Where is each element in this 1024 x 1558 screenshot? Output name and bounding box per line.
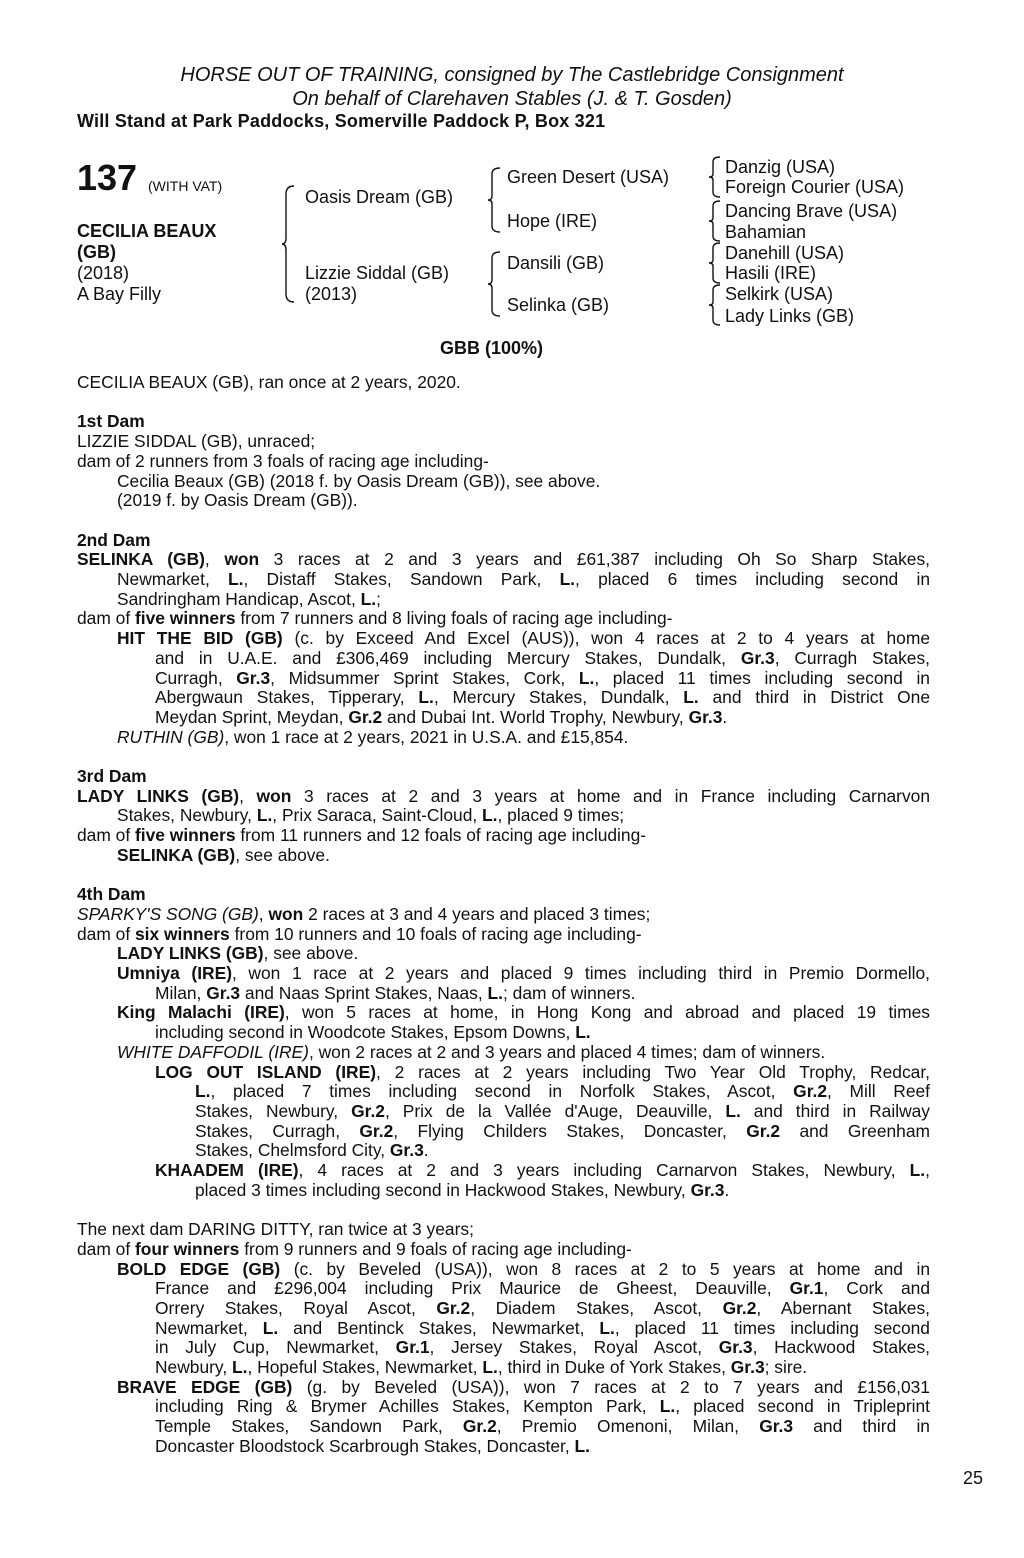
gen3-ancestor: Danzig (USA) [725,157,836,177]
produce-entry [77,944,930,964]
pedigree-brace-icon [488,252,502,316]
text: , Hackwood Stakes, [752,1337,930,1358]
bold-text: Gr.3 [688,706,723,727]
pedigree-brace-icon [708,157,722,197]
bold-text: Gr.3 [718,1337,753,1358]
text: , Diadem Stakes, Ascot, [470,1297,723,1318]
text: , Abernant Stakes, [756,1297,930,1318]
text: 3 races at 2 and 3 years at home and in France including Carnarvon [291,785,930,806]
text: placed 3 times including second in Hackwood Stakes, Newbury, [195,1179,691,1200]
text: , placed 11 times including second in [594,667,930,688]
text: and in U.A.E. and £306,469 including Mercury Stakes, Dundalk, [155,647,741,668]
text-line [77,944,930,964]
text: , placed 6 times including second in [575,569,930,589]
text: dam of [77,1238,135,1259]
pedigree-brace-icon [708,243,722,283]
produce-entry [77,629,930,728]
horse-year: (2018) [77,263,130,283]
italic-text: SPARKY'S SONG (GB) [77,903,259,924]
bold-text: six winners [135,923,230,944]
bold-text: L. [228,569,244,589]
text-line [77,1122,930,1142]
bold-text: five winners [135,608,236,629]
text: and Greenham [780,1120,931,1141]
dam-entry [77,432,930,452]
text: , see above. [263,943,359,964]
produce-entry [77,1378,930,1457]
text: , placed 11 times including second [614,1317,930,1338]
text: LIZZIE SIDDAL (GB), unraced; [77,431,316,452]
text: . [423,1140,429,1161]
italic-text: RUTHIN (GB) [117,726,225,747]
dam-dam: Selinka (GB) [507,295,610,315]
produce-entry [77,1260,930,1378]
dam-entry [77,452,930,472]
text: and third in Railway [740,1100,930,1121]
text: Curragh, [155,667,237,688]
bold-text: Gr.3 [236,667,271,688]
dam-entry [77,787,930,826]
bold-text: L. [683,687,699,708]
bold-text: L. [909,1160,926,1181]
horse-country: (GB) [77,242,116,262]
bold-text: Gr.1 [395,1337,430,1358]
dam-entry [77,373,930,393]
pedigree-section [77,1200,930,1456]
text-line [77,1023,930,1043]
text: Stakes, Chelmsford City, [195,1140,390,1161]
bold-text: Gr.3 [759,1416,794,1437]
text: including second in Woodcote Stakes, Epsom Downs, [155,1022,576,1043]
text-line [77,787,930,807]
text: from 7 runners and 8 living foals of racing age including- [235,608,673,629]
text-line [77,1063,930,1083]
bold-text: Gr.3 [389,1140,424,1161]
bold-text: Gr.2 [746,1120,781,1141]
text-line [77,1181,930,1201]
text: 3 races at 2 and 3 years and £61,387 including Oh So Sharp Stakes, [259,549,930,570]
text: , [258,903,269,924]
text-line [77,1299,930,1319]
text-line [77,826,930,846]
bold-text: Gr.2 [722,1297,757,1318]
text: . [724,1179,730,1200]
bold-text: Gr.2 [793,1081,828,1102]
text: from 11 runners and 12 foals of racing age including- [235,825,647,846]
bold-text: LADY LINKS (GB) [77,785,240,806]
text: dam of [77,825,135,846]
text: Milan, [155,982,207,1003]
header-consignor-line: HORSE OUT OF TRAINING, consigned by The Castlebridge Consignment [180,64,844,86]
text-line [77,1279,930,1299]
grand-produce-entry [77,1063,930,1162]
bold-text: KHAADEM (IRE) [155,1160,299,1181]
bold-text: L. [559,569,576,589]
text-line [77,432,930,452]
text-line [77,846,930,866]
text: (c. by Exceed And Excel (AUS)), won 4 races at 2 to 4 years at home [282,628,930,649]
text-line [77,964,930,984]
text: The next dam DARING DITTY, ran twice at 3 years; [77,1219,474,1240]
gen3-ancestor: Bahamian [725,222,807,242]
text: , Prix Saraca, Saint-Cloud, [272,805,483,826]
text: 2 races at 3 and 4 years and placed 3 times; [303,903,651,924]
text-line [77,373,930,393]
gen3-ancestor: Selkirk (USA) [725,284,834,304]
produce-entry [77,472,930,492]
text: Temple Stakes, Sandown Park, [155,1416,463,1437]
dam-entry [77,1220,930,1240]
text: CECILIA BEAUX (GB), ran once at 2 years, 2020. [77,372,461,392]
bold-text: won [268,903,304,924]
bold-text: Gr.3 [730,1357,765,1378]
pedigree-rating: GBB (100%) [440,338,544,358]
text-line [77,1220,930,1240]
gen3-ancestor: Danehill (USA) [725,243,845,263]
text-line [77,609,930,629]
text-line [77,1437,930,1457]
bold-text: Umniya (IRE) [117,963,232,984]
pedigree-section [77,747,930,865]
text: , Flying Childers Stakes, Doncaster, [393,1120,747,1141]
text: (2019 f. by Oasis Dream (GB)). [117,490,358,511]
dam-entry [77,1240,930,1260]
bold-text: L. [360,588,377,609]
bold-text: won [224,549,260,570]
text: , see above. [235,844,330,865]
dam-entry [77,925,930,945]
dam-entry [77,550,930,609]
text-line [77,452,930,472]
dam-entry [77,826,930,846]
bold-text: Gr.2 [351,1100,385,1121]
text-line [77,1043,930,1063]
text-line [77,472,930,492]
bold-text: HIT THE BID (GB) [117,628,283,649]
text: dam of [77,608,135,629]
text: , placed 7 times including second in Norfolk Stakes, Ascot, [210,1081,794,1102]
bold-text: five winners [135,825,236,846]
text-line [77,629,930,649]
text-line [77,1161,930,1181]
text-line [77,806,930,826]
text-line [77,728,930,748]
text-line [77,708,930,728]
text: from 10 runners and 10 foals of racing age including- [229,923,642,944]
pedigree-section [77,866,930,1201]
produce-entry [77,1043,930,1063]
header-location: Will Stand at Park Paddocks, Somerville Paddock P, Box 321 [77,111,606,131]
header-behalf-line: On behalf of Clarehaven Stables (J. & T. Gosden) [292,88,732,110]
section-heading: 4th Dam [77,884,146,905]
text-line [77,1378,930,1398]
bold-text: L. [256,805,273,826]
text-line [77,669,930,689]
bold-text: L. [725,1100,741,1121]
text: including Ring & Brymer Achilles Stakes, Kempton Park, [155,1396,660,1417]
bold-text: Gr.1 [789,1278,824,1299]
text-line [77,590,930,610]
text-line [77,984,930,1004]
pedigree-section [77,393,930,511]
bold-text: Gr.3 [740,647,775,668]
text: and Dubai Int. World Trophy, Newbury, [382,706,689,727]
bold-text: Gr.3 [206,982,241,1003]
text-line [77,925,930,945]
bold-text: L. [578,667,595,688]
bold-text: L. [195,1081,211,1102]
vat-label: (WITH VAT) [148,178,223,194]
text: . [722,706,728,727]
text-line [77,1141,930,1161]
gen3-ancestor: Dancing Brave (USA) [725,201,898,221]
text-line [77,1240,930,1260]
sire: Oasis Dream (GB) [305,187,454,207]
text-line [77,1319,930,1339]
text: and Naas Sprint Stakes, Naas, [240,982,488,1003]
text: Cecilia Beaux (GB) (2018 f. by Oasis Dream (GB)), see above. [117,470,601,491]
bold-text: Gr.2 [359,1120,394,1141]
bold-text: Gr.2 [462,1416,497,1437]
text: , [239,785,257,806]
text: , won 5 races at home, in Hong Kong and abroad and placed 19 times [284,1002,930,1023]
bold-text: L. [575,1022,591,1043]
bold-text: L. [574,1435,590,1456]
text: Orrery Stakes, Royal Ascot, [155,1297,437,1318]
horse-description: A Bay Filly [77,284,162,304]
text: and third in District One [698,687,930,708]
sire-dam: Hope (IRE) [507,211,598,231]
text: Newmarket, [117,569,229,589]
text-line [77,688,930,708]
bold-text: L. [659,1396,676,1417]
text: , placed 9 times; [497,805,625,826]
pedigree-section [77,373,930,393]
gen3-ancestor: Lady Links (GB) [725,306,855,326]
text-line [77,1397,930,1417]
text-line [77,1358,930,1378]
text-line [77,649,930,669]
section-heading: 1st Dam [77,411,145,432]
page-number: 25 [963,1468,984,1488]
bold-text: won [256,785,292,806]
text: dam of [77,923,135,944]
gen3-ancestor: Hasili (IRE) [725,263,817,283]
bold-text: Gr.3 [690,1179,725,1200]
text: , Curragh Stakes, [774,647,930,668]
text: France and £296,004 including Prix Maurice de Gheest, Deauville, [155,1278,790,1299]
text: ; sire. [764,1357,808,1378]
text: , Prix de la Vallée d'Auge, Deauville, [384,1100,726,1121]
text: , Jersey Stakes, Royal Ascot, [429,1337,719,1358]
text: , Distaff Stakes, Sandown Park, [243,569,560,589]
text: Sandringham Handicap, Ascot, [117,588,361,609]
text: , 4 races at 2 and 3 years including Carnarvon Stakes, Newbury, [298,1160,910,1181]
bold-text: LADY LINKS (GB) [117,943,264,964]
text: , Cork and [823,1278,931,1299]
text: Meydan Sprint, Meydan, [155,706,349,727]
text: , won 2 races at 2 and 3 years and placed 4 times; dam of winners. [308,1041,826,1062]
pedigree-brace-icon [708,201,722,241]
text: , won 1 race at 2 years and placed 9 times including third in Premio Dormello, [232,963,930,984]
text-line [77,1082,930,1102]
text-line [77,1417,930,1437]
bold-text: LOG OUT ISLAND (IRE) [155,1061,377,1082]
text-line [77,570,930,590]
bold-text: L. [262,1317,279,1338]
text: dam of 2 runners from 3 foals of racing age including- [77,450,489,471]
text: in July Cup, Newmarket, [155,1337,396,1358]
produce-entry [77,1003,930,1042]
section-heading: 3rd Dam [77,766,147,787]
text: , Midsummer Sprint Stakes, Cork, [270,667,579,688]
text: (c. by Beveled (USA)), won 8 races at 2 to 5 years at home and in [280,1258,930,1279]
dam-entry [77,905,930,925]
text: , Hopeful Stakes, Newmarket, [247,1357,483,1378]
text: , [925,1160,930,1181]
italic-text: WHITE DAFFODIL (IRE) [117,1041,309,1062]
dam-year: (2013) [305,284,358,304]
text: Stakes, Newbury, [117,805,257,826]
text: , placed second in Tripleprint [675,1396,931,1417]
bold-text: L. [232,1357,248,1378]
dam: Lizzie Siddal (GB) [305,263,450,283]
text-line [77,550,930,570]
bold-text: SELINKA (GB) [117,844,236,865]
dam-entry [77,609,930,629]
bold-text: Gr.2 [436,1297,471,1318]
text: Stakes, Newbury, [195,1100,352,1121]
text-line [77,1338,930,1358]
bold-text: L. [487,982,504,1003]
section-heading: 2nd Dam [77,529,151,550]
bold-text: L. [482,805,498,826]
text: ; dam of winners. [503,982,636,1003]
text: Doncaster Bloodstock Scarbrough Stakes, Doncaster, [155,1435,575,1456]
text-line [77,1102,930,1122]
bold-text: four winners [135,1238,240,1259]
text: , [204,549,225,570]
grand-produce-entry [77,1161,930,1200]
bold-text: L. [599,1317,615,1338]
text: , Premio Omenoni, Milan, [496,1416,760,1437]
horse-name: CECILIA BEAUX [77,221,217,241]
produce-entry [77,728,930,748]
pedigree-brace-icon [488,168,502,232]
text: from 9 runners and 9 foals of racing age including- [239,1238,632,1259]
bold-text: BRAVE EDGE (GB) [117,1376,293,1397]
bold-text: King Malachi (IRE) [117,1002,285,1023]
text: and Bentinck Stakes, Newmarket, [278,1317,600,1338]
text: Abergwaun Stakes, Tipperary, [155,687,419,708]
text: Stakes, Curragh, [195,1120,360,1141]
text: and third in [793,1416,930,1437]
text: Newmarket, [155,1317,263,1338]
text: , Mercury Stakes, Dundalk, [433,687,684,708]
sire-sire: Green Desert (USA) [507,167,670,187]
produce-entry [77,846,930,866]
text-line [77,1003,930,1023]
dam-sire: Dansili (GB) [507,253,605,273]
text-line [77,491,930,511]
bold-text: L. [482,1357,498,1378]
pedigree-section [77,511,930,747]
text-line [77,1260,930,1280]
gen3-ancestor: Foreign Courier (USA) [725,177,905,197]
text: ; [376,588,381,609]
text: , 2 races at 2 years including Two Year Old Trophy, Redcar, [376,1061,930,1082]
text-line [77,905,930,925]
text: , third in Duke of York Stakes, [497,1357,731,1378]
pedigree-brace-icon [282,186,296,302]
text: , won 1 race at 2 years, 2021 in U.S.A. and £15,854. [224,726,629,747]
lot-number: 137 [77,157,138,198]
produce-entry [77,964,930,1003]
pedigree-brace-icon [708,285,722,325]
produce-entry [77,491,930,511]
bold-text: L. [418,687,434,708]
text: Newbury, [155,1357,232,1378]
catalogue-body [77,373,930,1457]
bold-text: SELINKA (GB) [77,549,205,570]
text: , Mill Reef [827,1081,930,1102]
bold-text: BOLD EDGE (GB) [117,1258,281,1279]
text: (g. by Beveled (USA)), won 7 races at 2 to 7 years and £156,031 [292,1376,930,1397]
bold-text: Gr.2 [348,706,383,727]
